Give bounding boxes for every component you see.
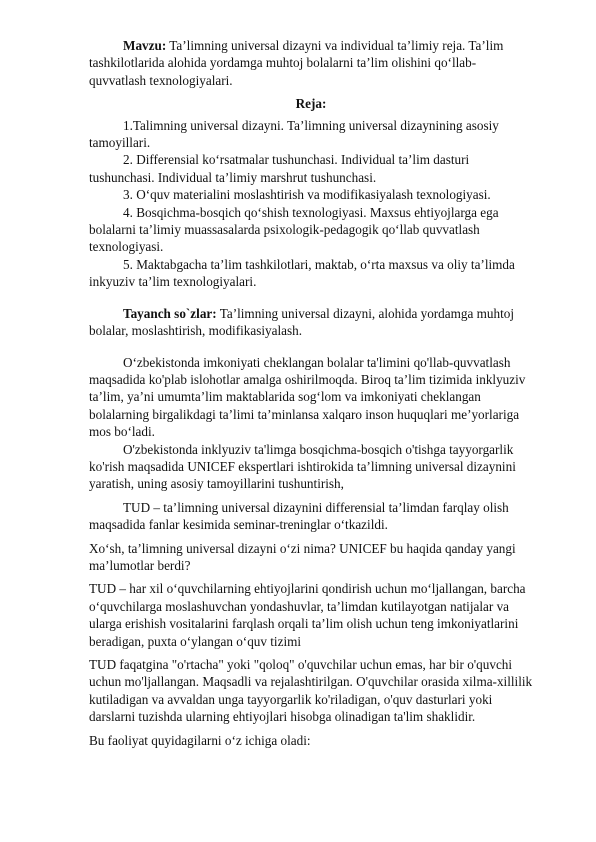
plan-item-1: 1.Talimning universal dizayni. Ta’limning universal dizaynining asosiy tamoyillari. — [89, 117, 499, 151]
topic-text: Ta’limning universal dizayni va individual ta’limiy reja. Ta’lim tashkilotlarida alohida yordamga muhtoj bolalarni ta’lim olishini qo‘llab-quvvatlash texnologiyalari. — [89, 38, 504, 88]
body-paragraph-5: TUD – har xil o‘quvchilarning ehtiyojlarini qondirish uchun mo‘ljallangan, barcha o‘quvchilarga moslashuvchan yondashuvlar, ta’limdan kutilayotgan natijalar va ularga erishish vositalarini farqlash orqali ta’lim olish uchun teng imkoniyatlarini beradigan, puxta o‘ylangan o‘quv tizimi — [89, 581, 526, 649]
plan-title — [89, 95, 533, 112]
plan-item-5: 5. Maktabgacha ta’lim tashkilotlari, maktab, o‘rta maxsus va oliy ta’limda inkyuziv ta’lim texnologiyalari. — [89, 256, 515, 290]
plan-item-3: 3. O‘quv materialini moslashtirish va modifikasiyalash texnologiyasi. — [123, 187, 491, 203]
document-body — [89, 37, 533, 749]
plan-title-text: Reja: — [295, 96, 327, 112]
topic-paragraph — [89, 37, 533, 89]
keywords-text: Ta’limning universal dizayni, alohida yordamga muhtoj bolalar, moslashtirish, modifikasiyalash. — [89, 305, 514, 339]
body-paragraph-4: Xo‘sh, ta’limning universal dizayni o‘zi nima? UNICEF bu haqida qanday yangi ma’lumotlar berdi? — [89, 540, 516, 573]
keywords-label: Tayanch so`zlar: — [123, 305, 217, 321]
body-paragraph-2: O'zbekistonda inklyuziv ta'limga bosqichma-bosqich o'tishga tayyorgarlik ko'rish maqsadida UNICEF ekspertlari ishtirokida ta’limning universal dizaynini yaratish, uning asosiy tamoyillarini tushuntirish, — [89, 441, 516, 492]
body-paragraph-7: Bu faoliyat quyidagilarni o‘z ichiga oladi: — [89, 732, 311, 748]
body-paragraph-1: O‘zbekistonda imkoniyati cheklangan bolalar ta'limini qo'llab-quvvatlash maqsadida ko'plab islohotlar amalga oshirilmoqda. Biroq ta’lim tizimida inklyuziv ta’lim, ya’ni umumta’lim maktablarida sog‘lom va imkoniyati cheklangan bolalarning birgalikdagi ta’limi ta’minlansa xalqaro inson huquqlari me’yorlariga mos bo‘ladi. — [89, 354, 526, 440]
plan-item-2: 2. Differensial ko‘rsatmalar tushunchasi. Individual ta’lim dasturi tushunchasi. Individual ta’limiy marshrut tushunchasi. — [89, 152, 470, 185]
body-paragraph-3: TUD – ta’limning universal dizaynini differensial ta’limdan farqlay olish maqsadida fanlar kesimida seminar-treninglar o‘tkazildi. — [89, 499, 509, 533]
plan-item-4: 4. Bosqichma-bosqich qo‘shish texnologiyasi. Maxsus ehtiyojlarga ega bolalarni ta’limiy muassasalarda psixologik-pedagogik qo‘llab quvvatlash texnologiyasi. — [89, 204, 499, 255]
topic-label: Mavzu: — [123, 38, 167, 53]
body-paragraph-6: TUD faqatgina "o'rtacha" yoki "qoloq" o'quvchilar uchun emas, har bir o'quvchi uchun mo'ljallangan. Maqsadli va rejalashtirilgan. O'quvchilar orasida xilma-xillilik kutiladigan va avvaldan unga tayyorgarlik ko'riladigan, o'quv dasturlari yoki darslarni tuzishda ularning ehtiyojlari hisobga olinadigan ta'lim shaklidir. — [89, 657, 533, 725]
keywords-paragraph — [89, 305, 533, 340]
